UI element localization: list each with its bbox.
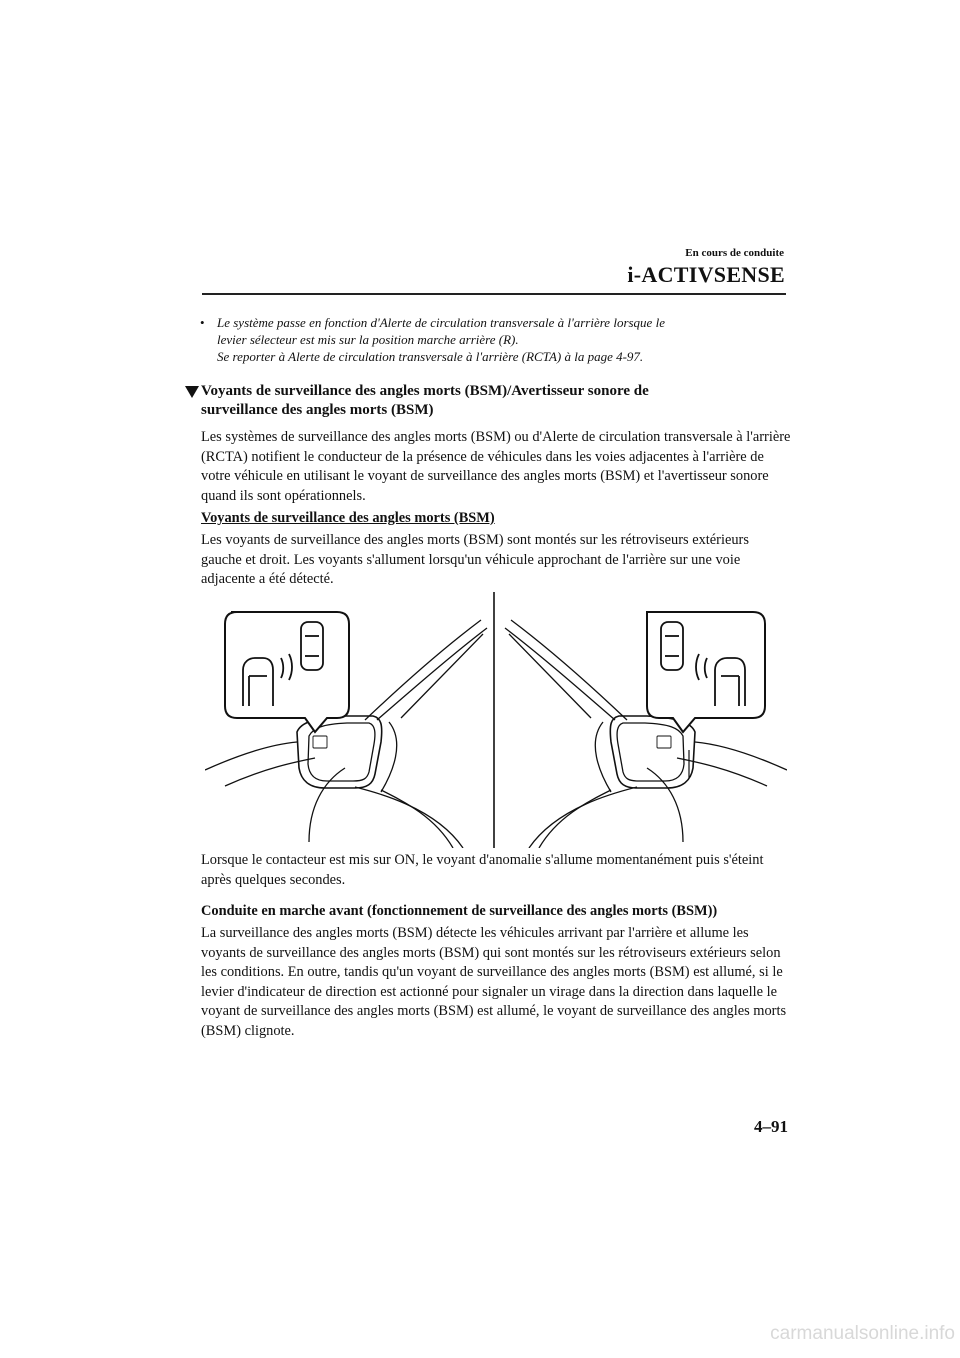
left-mirror-view	[205, 612, 487, 848]
after-figure-paragraph: Lorsque le contacteur est mis sur ON, le voyant d'anomalie s'allume momentanément puis s'éteint après quelques secondes.	[201, 852, 764, 888]
page-number: 4–91	[754, 1117, 788, 1136]
note-line-3: Se reporter à Alerte de circulation transversale à l'arrière (RCTA) à la page 4-97.	[217, 349, 644, 364]
bsm-indicator-icon	[657, 736, 671, 748]
indicators-paragraph: Les voyants de surveillance des angles morts (BSM) sont montés sur les rétroviseurs extérieurs gauche et droit. Les voyants s'allument lorsqu'un véhicule approchant de l'arrière sur une voie adjacente a été détecté.	[201, 532, 749, 587]
section-heading	[185, 382, 785, 420]
forward-subheading: Conduite en marche avant (fonctionnement de surveillance des angles morts (BSM))	[201, 903, 718, 919]
note-line-2: levier sélecteur est mis sur la position marche arrière (R).	[217, 332, 519, 347]
section-heading-line-2: surveillance des angles morts (BSM)	[201, 402, 434, 418]
header-divider	[202, 293, 786, 295]
indicators-subheading: Voyants de surveillance des angles morts (BSM)	[201, 510, 495, 526]
bsm-indicator-icon	[313, 736, 327, 748]
right-mirror-view	[505, 612, 787, 848]
mirror-illustration	[205, 592, 787, 848]
note-line-1: Le système passe en fonction d'Alerte de circulation transversale à l'arrière lorsque le	[217, 315, 665, 330]
intro-paragraph: Les systèmes de surveillance des angles morts (BSM) ou d'Alerte de circulation transversale à l'arrière (RCTA) notifient le conducteur de la présence de véhicules dans les voies adjacentes à l'arrière de votre véhicule en utilisant le voyant de surveillance des angles morts (BSM) et l'avertisseur sonore quand ils sont opérationnels.	[201, 429, 791, 504]
forward-paragraph: La surveillance des angles morts (BSM) détecte les véhicules arrivant par l'arrière et allume les voyants de surveillance des angles morts (BSM) qui sont montés sur les rétroviseurs extérieurs selon les conditions. En outre, tandis qu'un voyant de surveillance des angles morts (BSM) est allumé, si le levier d'indicateur de direction est actionné pour signaler un virage dans la direction dans laquelle le voyant de surveillance des angles morts (BSM) est allumé, le voyant de surveillance des angles morts (BSM) clignote.	[201, 925, 787, 1039]
note-block	[200, 314, 790, 365]
watermark: carmanualsonline.info	[770, 1323, 955, 1344]
bullet-icon: •	[200, 315, 205, 330]
triangle-down-icon	[185, 386, 199, 398]
section-heading-line-1: Voyants de surveillance des angles morts (BSM)/Avertisseur sonore de	[201, 383, 649, 399]
section-label: En cours de conduite	[685, 247, 784, 259]
page-title: i-ACTIVSENSE	[627, 262, 785, 287]
